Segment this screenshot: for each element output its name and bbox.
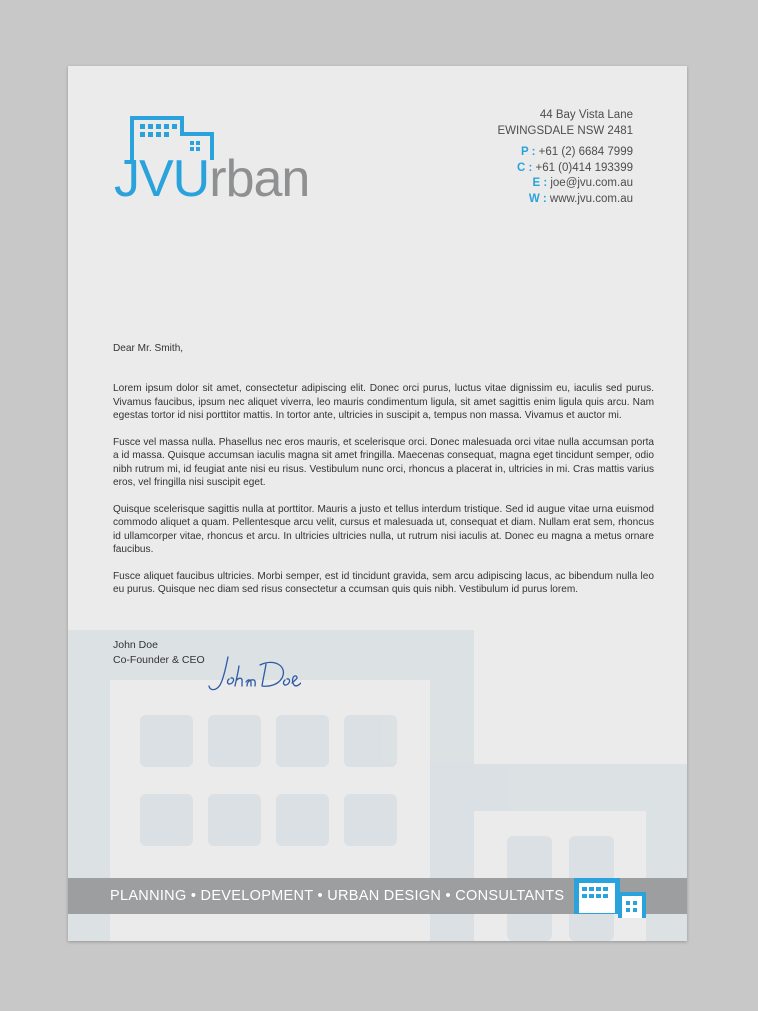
sign-off [113, 638, 205, 668]
address-city: EWINGSDALE NSW 2481 [497, 124, 633, 137]
paragraph-2: Fusce vel massa nulla. Phasellus nec eros mauris, et scelerisque orci. Donec malesuada orci vitae nulla accumsan porta a id massa. Quisque accumsan iaculis magna sit amet fringilla. Maecenas consequat, magna eget tincidunt semper, odio nibh rutrum mi, id feugiat ante nisi eu risus. Vestibulum nunc orci, rhoncus a placerat in, ultricies in mi. Cras mattis varius eros, vel fringilla nisi suscipit eget. [113, 437, 654, 489]
web-line [498, 192, 633, 208]
cell-value: +61 (0)414 193399 [535, 161, 633, 174]
address-street: 44 Bay Vista Lane [539, 109, 633, 121]
web-label: W : [528, 192, 547, 205]
signer-name: John Doe [113, 639, 158, 651]
logo-wordmark-rban: rban [209, 150, 310, 208]
paragraph-4: Fusce aliquet faucibus ultricies. Morbi semper, est id tincidunt gravida, sem arcu adipiscing lacus, ac bibendum nulla leo eu purus. Quisque nec diam sed risus consectetur a ccumsan quis quis nibh. Vestibulum id purus lorem. [113, 571, 654, 596]
letterhead-page [68, 66, 687, 941]
footer-services: PLANNING • DEVELOPMENT • URBAN DESIGN • CONSULTANTS [110, 888, 565, 904]
email-label: E : [532, 177, 548, 189]
paragraph-1: Lorem ipsum dolor sit amet, consectetur adipiscing elit. Donec orci purus, luctus vitae dignissim eu, iaculis sed purus. Vivamus faucibus, ipsum nec aliquet viverra, leo mauris condimentum ligula, sit amet sagittis enim ligula quis arcu. Nam egestas tortor id nisi porttitor mattis. In tortor ante, ultricies in suscipit a, tempus non massa. Vivamus et auctor mi. [113, 383, 654, 422]
phone-value: +61 (2) 6684 7999 [538, 146, 633, 158]
paragraph-3: Quisque scelerisque sagittis nulla at porttitor. Mauris a justo et tellus interdum tristique. Sed id augue vitae urna euismod commodo aliquet a quam. Pellentesque arcu velit, cursus et malesuada ut, consequat et diam. Nullam erat sem, rhoncus id ullamcorper vitae, rhoncus et arcu. In ultricies ultricies nulla, ut rutrum nisi iaculis at. Donec eu magna a metus ornare faucibus. [113, 504, 654, 556]
address-block [498, 108, 633, 207]
email-value[interactable]: joe@jvu.com.au [550, 177, 633, 189]
phone-label: P : [520, 146, 536, 158]
email-line [498, 176, 633, 192]
salutation: Dear Mr. Smith, [113, 343, 184, 354]
handwritten-signature [206, 652, 301, 694]
footer-logo-icon [572, 878, 652, 918]
logo-wordmark [114, 150, 310, 208]
signer-title: Co-Founder & CEO [113, 654, 205, 666]
cell-line [498, 161, 633, 177]
letter-body [113, 342, 654, 610]
cell-label: C : [516, 161, 533, 174]
web-value[interactable]: www.jvu.com.au [549, 192, 633, 205]
phone-line [498, 145, 633, 161]
logo-wordmark-jvu: JVU [114, 150, 210, 208]
